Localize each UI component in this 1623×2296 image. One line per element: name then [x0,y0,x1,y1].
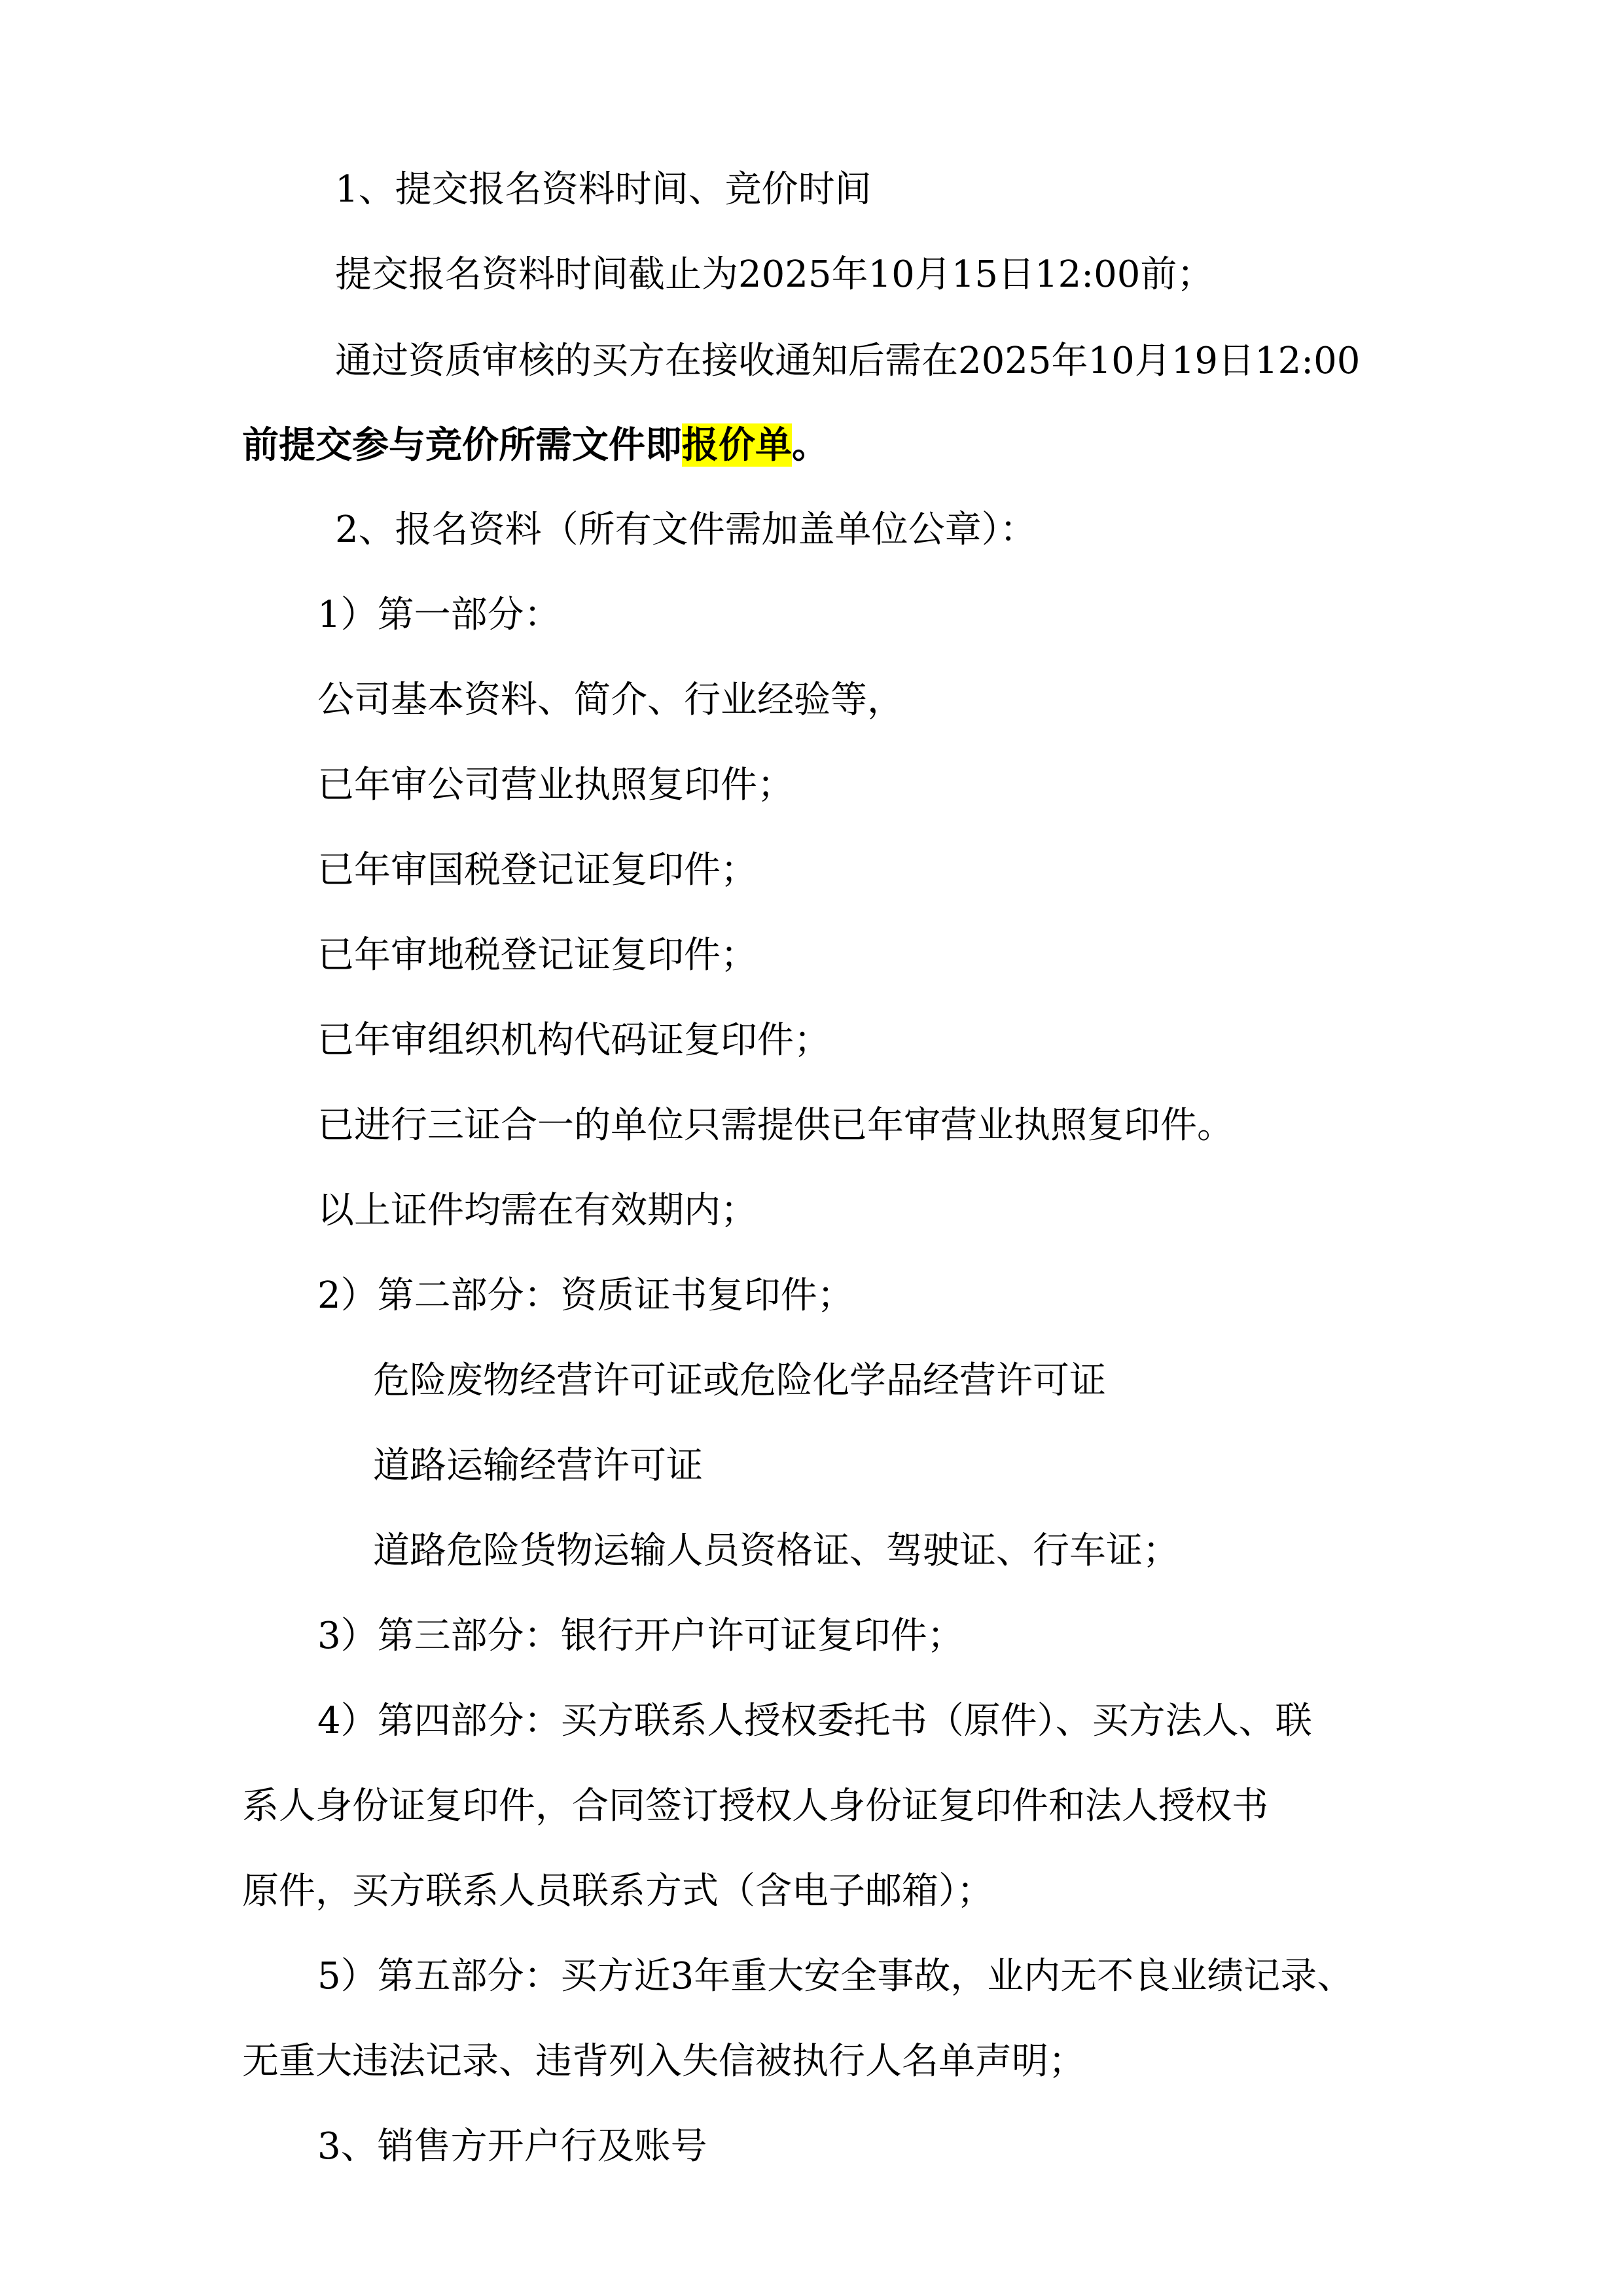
part-1-item: 已年审组织机构代码证复印件； [317,1019,830,1062]
part-1-item: 已年审地税登记证复印件； [317,934,757,977]
part-2-item: 道路运输经营许可证 [373,1444,703,1487]
part-3-heading: 3）第三部分：银行开户许可证复印件； [317,1615,964,1657]
part-1-item: 以上证件均需在有效期内； [317,1189,757,1232]
quotation-sheet-highlight: 报价单 [682,423,792,467]
section-2-heading: 2、报名资料（所有文件需加盖单位公章）： [335,509,1037,551]
part-2-item: 道路危险货物运输人员资格证、驾驶证、行车证； [373,1530,1179,1572]
part-2-heading: 2）第二部分：资质证书复印件； [317,1274,854,1317]
part-1-item: 已年审国税登记证复印件； [317,849,757,891]
section-1-heading: 1、提交报名资料时间、竞价时间 [335,168,872,211]
part-1-item: 已进行三证合一的单位只需提供已年审营业执照复印件。 [317,1104,1234,1147]
review-text-line-2-end: 。 [792,423,829,467]
part-5-line: 5）第五部分：买方近3年重大安全事故，业内无不良业绩记录、 [317,1955,1354,1998]
review-text-line-1: 通过资质审核的买方在接收通知后需在2025年10月19日12:00 [335,340,1361,382]
part-1-item: 公司基本资料、简介、行业经验等， [317,679,904,721]
section-3-heading: 3、销售方开户行及账号 [317,2125,707,2168]
part-5-line: 无重大违法记录、违背列入失信被执行人名单声明； [242,2040,1085,2083]
review-text-line-2-start: 前提交参与竞价所需文件即 [242,423,682,467]
part-4-line: 系人身份证复印件，合同签订授权人身份证复印件和法人授权书 [242,1785,1268,1827]
review-text-line-2 [242,419,829,471]
part-2-item: 危险废物经营许可证或危险化学品经营许可证 [373,1359,1106,1402]
registration-deadline-text: 提交报名资料时间截止为2025年10月15日12:00前； [335,253,1214,296]
part-1-heading: 1）第一部分： [317,594,561,636]
part-4-line: 原件，买方联系人员联系方式（含电子邮箱）； [242,1870,993,1912]
part-1-item: 已年审公司营业执照复印件； [317,764,794,806]
part-4-line: 4）第四部分：买方联系人授权委托书（原件）、买方法人、联 [317,1700,1312,1742]
